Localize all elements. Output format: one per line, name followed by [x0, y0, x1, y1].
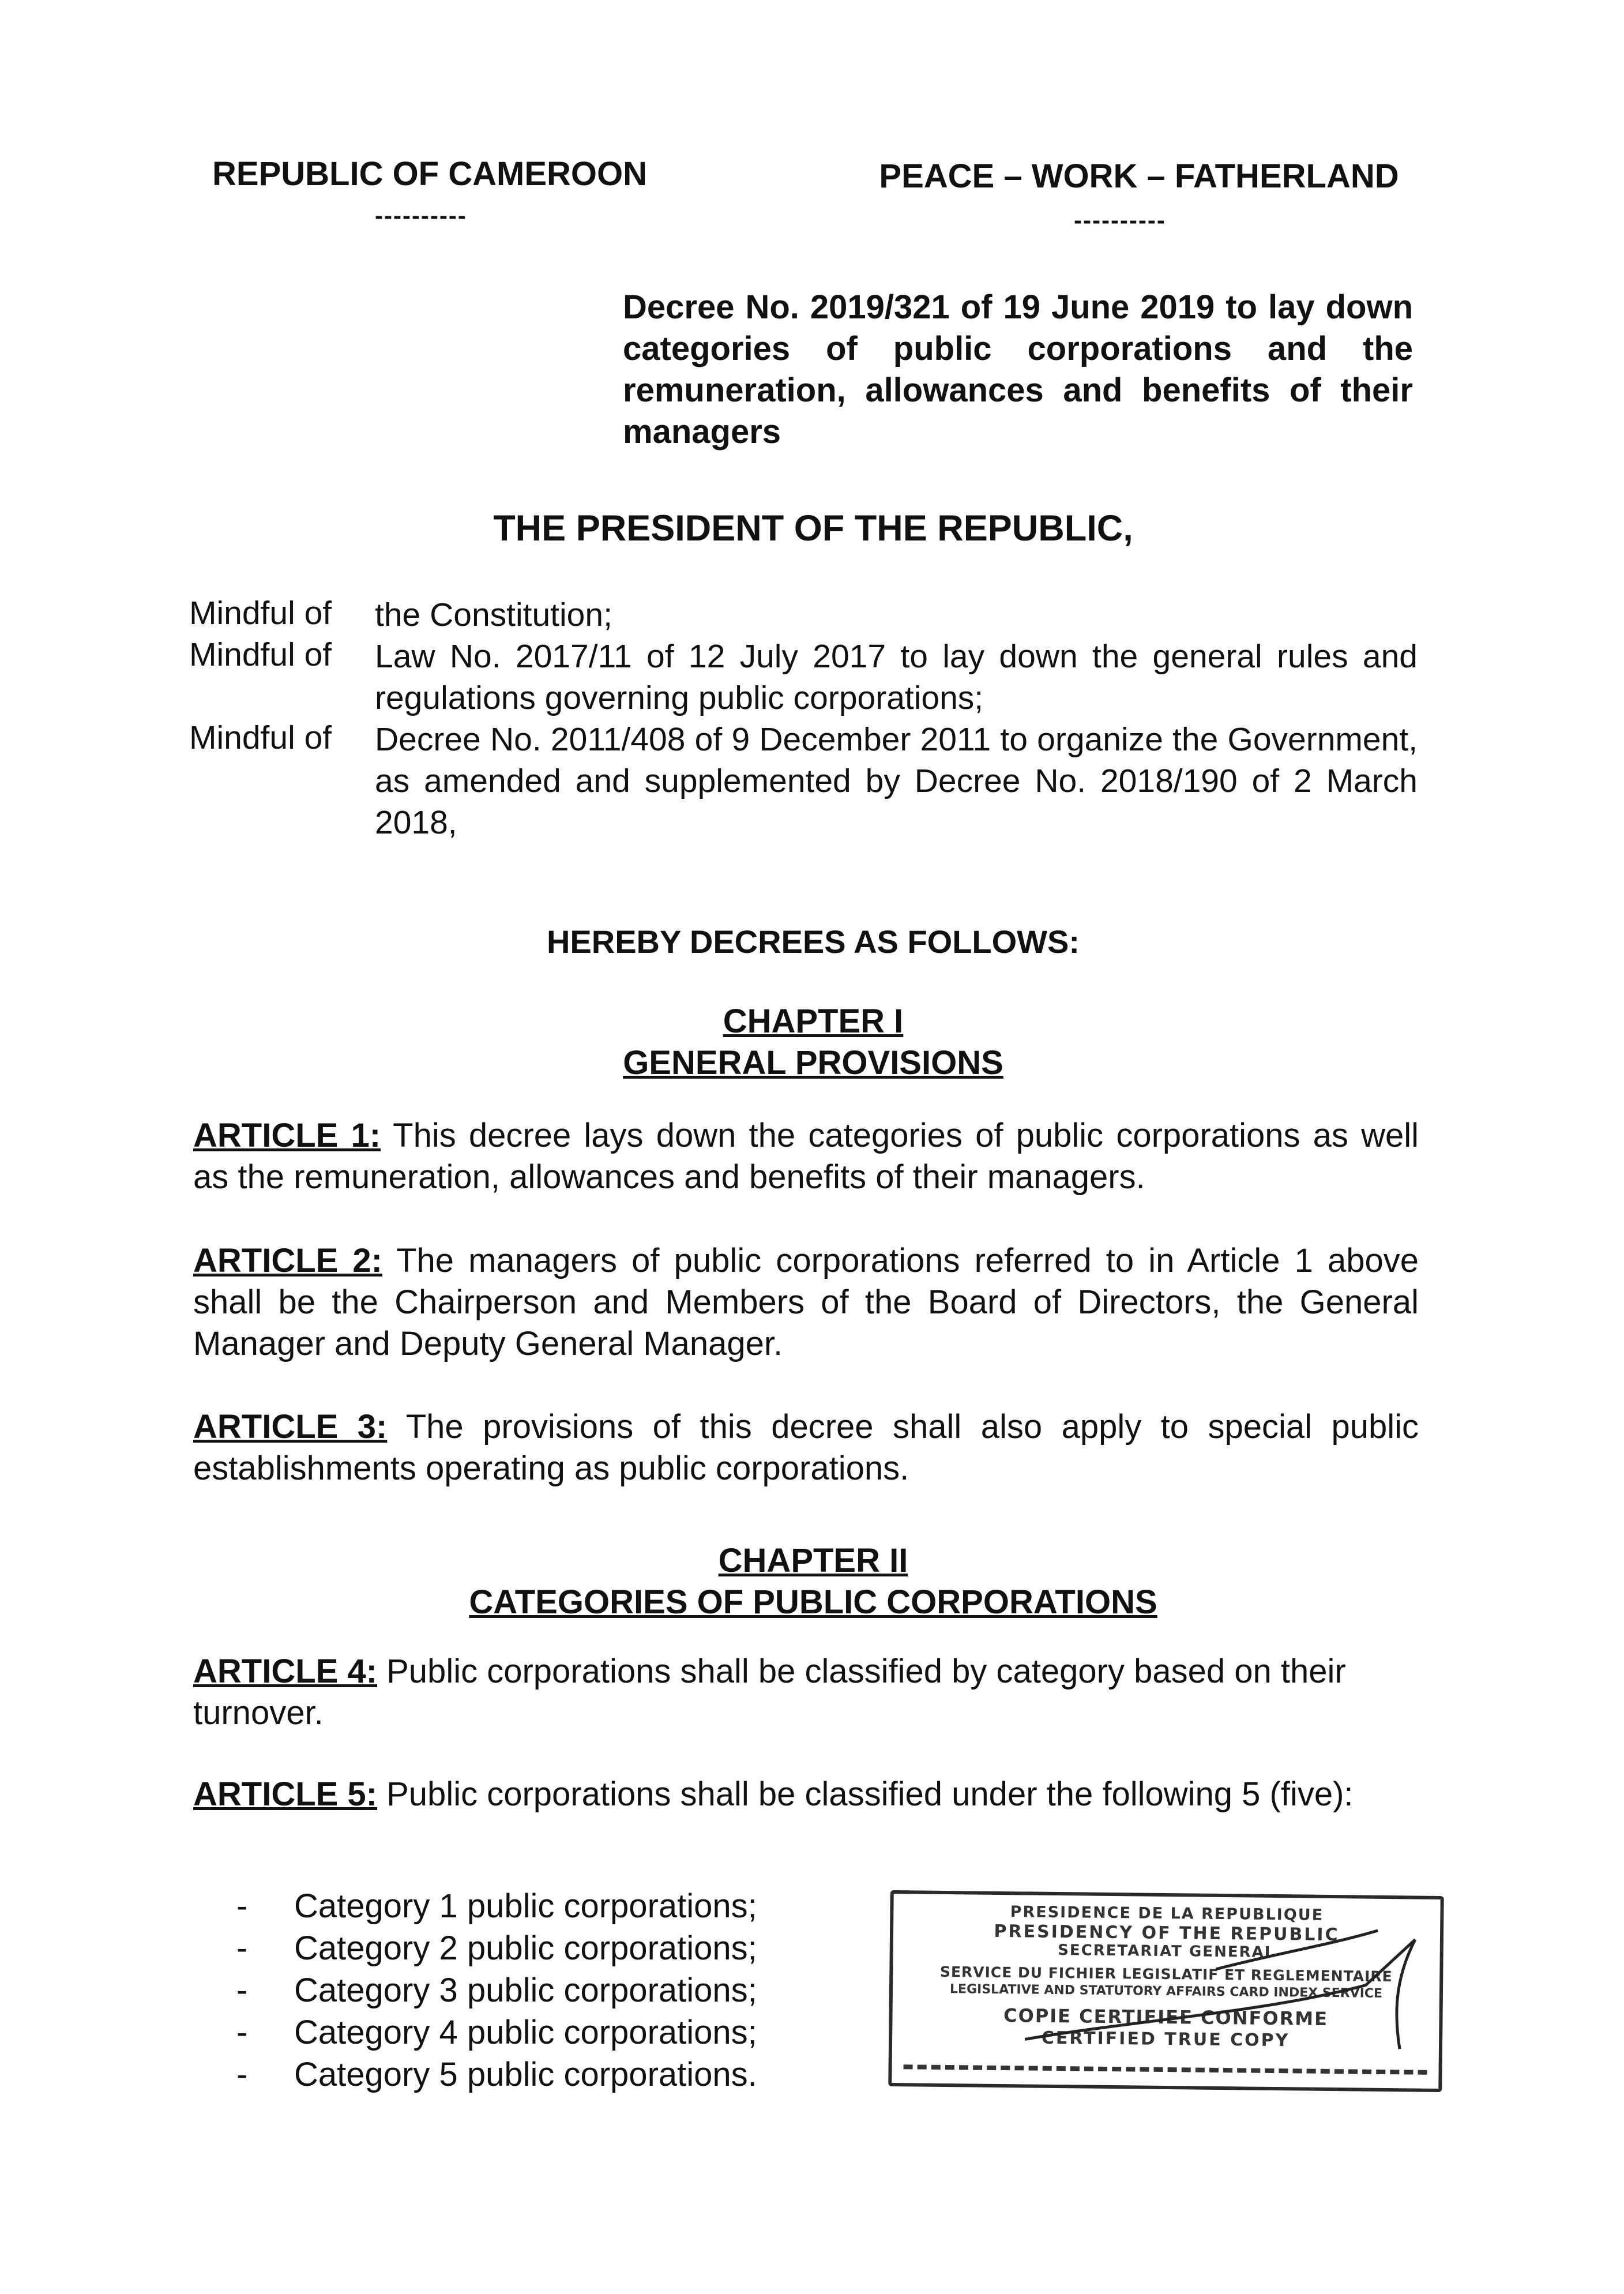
header-left-title: REPUBLIC OF CAMEROON [212, 155, 647, 193]
article-3 [193, 1406, 1419, 1489]
mindful-row [189, 719, 1418, 843]
list-item [236, 1885, 871, 1927]
list-item [236, 1969, 871, 2011]
chapter-1-heading [415, 1001, 1211, 1084]
article-4 [193, 1651, 1381, 1734]
article-1 [193, 1115, 1419, 1198]
list-item-text: Category 3 public corporations; [294, 1972, 757, 2009]
article-label: ARTICLE 3: [193, 1408, 388, 1446]
list-item-text: Category 2 public corporations; [294, 1929, 757, 1967]
decrees-heading: HEREBY DECREES AS FOLLOWS: [546, 923, 1080, 960]
stamp-line: SERVICE DU FICHIER LEGISLATIF ET REGLEMENTAIRE [939, 1963, 1393, 1985]
header-right-title: PEACE – WORK – FATHERLAND [879, 157, 1399, 195]
header-left-divider: ---------- [375, 202, 467, 229]
article-text: The managers of public corporations referred to in Article 1 above shall be the Chairperson and Members of the Board of Directors, the General Manager and Deputy General Manager. [193, 1242, 1419, 1362]
mindful-text: Decree No. 2011/408 of 9 December 2011 to organize the Government, as amended and supplemented by Decree No. 2018/190 of 2 March 2018, [375, 721, 1418, 841]
mindful-section [189, 594, 1418, 843]
article-2 [193, 1240, 1419, 1365]
article-text: This decree lays down the categories of public corporations as well as the remuneration, allowances and benefits of their managers. [193, 1117, 1419, 1196]
article-label: ARTICLE 5: [193, 1775, 377, 1813]
chapter-title: GENERAL PROVISIONS [623, 1044, 1003, 1082]
list-item-text: Category 1 public corporations; [294, 1887, 757, 1925]
chapter-number: CHAPTER II [718, 1542, 908, 1579]
stamp-line: CERTIFIED TRUE COPY [1041, 2028, 1290, 2051]
chapter-2-heading [358, 1540, 1269, 1623]
stamp-line: COPIE CERTIFIEE CONFORME [1003, 2004, 1329, 2030]
article-text: The provisions of this decree shall also apply to special public establishments operating as public corporations. [193, 1408, 1419, 1487]
list-item [236, 2053, 871, 2096]
decree-title: Decree No. 2019/321 of 19 June 2019 to lay down categories of public corporations and the remuneration, allowances and benefits of their managers [623, 288, 1413, 450]
mindful-text: the Constitution; [375, 596, 612, 633]
stamp-line: LEGISLATIVE AND STATUTORY AFFAIRS CARD INDEX SERVICE [949, 1982, 1383, 2001]
stamp-line: PRESIDENCE DE LA REPUBLIQUE [1010, 1903, 1324, 1924]
category-list [236, 1885, 871, 2096]
stamp-line: SECRETARIAT GENERAL [1058, 1942, 1276, 1961]
article-label: ARTICLE 4: [193, 1653, 377, 1690]
list-item [236, 2011, 871, 2053]
list-item [236, 1927, 871, 1969]
article-label: ARTICLE 1: [193, 1117, 381, 1154]
header-right-divider: ---------- [1074, 207, 1166, 234]
certified-copy-stamp [888, 1890, 1444, 2092]
article-label: ARTICLE 2: [193, 1242, 383, 1279]
stamp-line: PRESIDENCY OF THE REPUBLIC [994, 1921, 1340, 1946]
mindful-label: Mindful of [189, 719, 332, 756]
mindful-text: Law No. 2017/11 of 12 July 2017 to lay down the general rules and regulations governing public corporations; [375, 638, 1418, 716]
list-bullet: - [236, 1972, 248, 2009]
article-text: Public corporations shall be classified under the following 5 (five): [377, 1775, 1354, 1813]
chapter-number: CHAPTER I [723, 1003, 904, 1040]
list-bullet: - [236, 2014, 248, 2051]
mindful-row [189, 594, 1418, 636]
signature-scribble [892, 1894, 1440, 2089]
mindful-row [189, 636, 1418, 719]
list-bullet: - [236, 2056, 248, 2093]
chapter-title: CATEGORIES OF PUBLIC CORPORATIONS [469, 1583, 1157, 1621]
list-bullet: - [236, 1929, 248, 1967]
list-item-text: Category 5 public corporations. [294, 2056, 757, 2093]
list-item-text: Category 4 public corporations; [294, 2014, 757, 2051]
list-bullet: - [236, 1887, 248, 1925]
article-text: Public corporations shall be classified by category based on their turnover. [193, 1653, 1346, 1732]
mindful-label: Mindful of [189, 636, 332, 673]
president-heading: THE PRESIDENT OF THE REPUBLIC, [493, 508, 1133, 549]
article-5 [193, 1774, 1381, 1815]
mindful-label: Mindful of [189, 595, 332, 632]
